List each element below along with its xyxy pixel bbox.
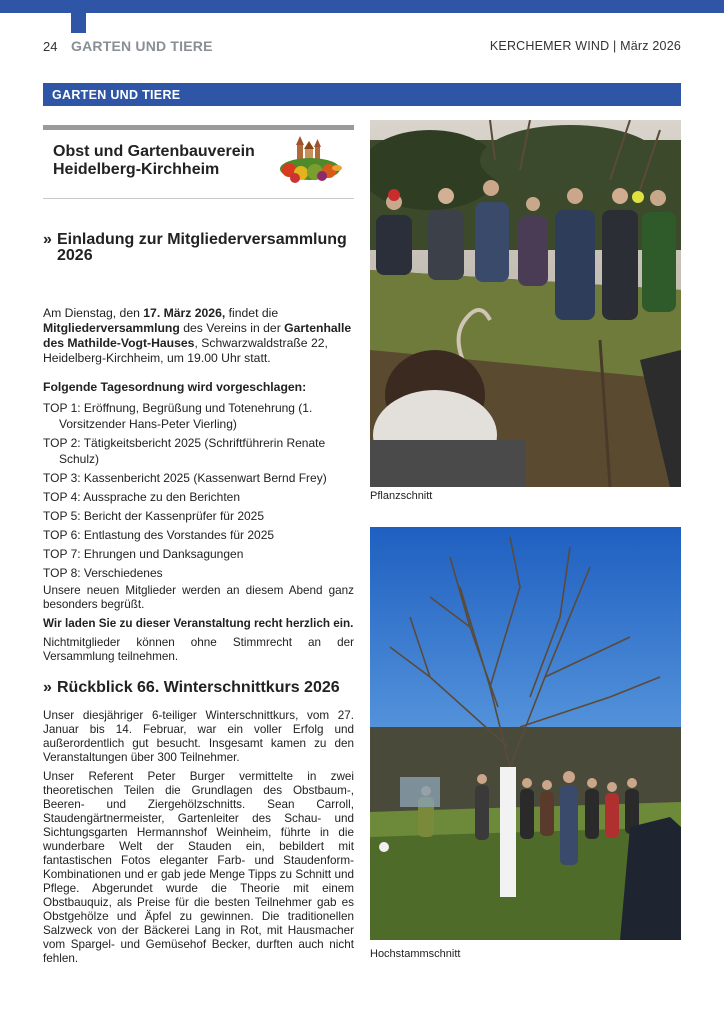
section-title: GARTEN UND TIERE [71,38,213,54]
nonmembers-text: Nichtmitglieder können ohne Stimmrecht an der Versammlung teilnehmen. [43,636,354,663]
invitation-intro [43,306,354,366]
invitation-heading-line1: Einladung zur Mitgliederversammlung [57,231,347,248]
agenda-item: TOP 8: Verschiedenes [43,566,163,580]
invite-text: Wir laden Sie zu dieser Veranstaltung recht herzlich ein. [43,617,354,630]
welcome-text: Unsere neuen Mitglieder werden an diesem Abend ganz besonders begrüßt. [43,584,354,611]
photo-caption: Hochstammschnitt [370,948,461,960]
photo-pflanzschnitt [370,120,681,487]
header-bar [0,0,724,13]
agenda-heading: Folgende Tagesordnung wird vorgeschlagen: [43,380,307,394]
magazine-title: KERCHEMER WIND | März 2026 [489,39,681,53]
heading-bullet: » [43,679,52,696]
agenda-list [43,400,354,581]
photo-caption: Pflanzschnitt [370,490,433,502]
intro-text-2: findet die [225,306,279,320]
photo-hochstammschnitt-image [370,527,681,940]
club-name-line2: Heidelberg-Kirchheim [53,161,220,178]
header-tab-marker [71,0,86,33]
club-header [43,125,354,199]
photo-hochstammschnitt [370,527,681,940]
club-name [53,143,255,179]
agenda-item: TOP 6: Entlastung des Vorstandes für 2025 [43,528,275,542]
article-column [43,125,354,966]
meeting-type: Mitgliederversammlung [43,321,180,335]
review-heading [43,680,354,696]
review-heading-text: Rückblick 66. Winterschnittkurs 2026 [57,679,340,696]
review-paragraph-1: Unser diesjähriger 6-teiliger Winterschnittkurs, vom 27. Januar bis 14. Februar, war ein voller Erfolg und außerordentlich gut besucht. Insgesamt kamen zu den Veranstaltungen über 300 Teilnehmer. [43,709,354,764]
heading-bullet: » [43,231,52,248]
review-paragraph-2: Unser Referent Peter Burger vermittelte in zwei theoretischen Teilen die Grundlagen des Obstbaum-, Beeren- und Ziergehölzschnitts. Sean Carroll, Staudengärtnermeister, Gartenleiter des Schau- und Sichtungsgarten Hermannshof Weinheim, führte in die wunderbare Welt der Stauden ein, bebildert mit fantastischen Fotos eleganter Farb- und Staudenform- Kombinationen und er gab jede Menge Tipps zu Schnitt und Pflege. Abgerundet wurde die Theorie mit einem Obstbauquiz, als Preise für die besten Teilnehmer gab es Obstgehölze und Äpfel zu gewinnen. Die traditionellen Salzweck von der Bäckerei Lang in Rot, mit Hausmacher vom Spargel- und Gemüsehof Becker, durften auch nicht fehlen. [43,770,354,965]
agenda-item: TOP 3: Kassenbericht 2025 (Kassenwart Bernd Frey) [43,471,327,485]
agenda-item: TOP 7: Ehrungen und Danksagungen [43,547,244,561]
photo-pflanzschnitt-image [370,120,681,487]
intro-text-4: , Schwarzwaldstraße 22, Heidelberg-Kirchheim, um 19.00 Uhr statt. [43,336,328,365]
meeting-venue: Gartenhalle des Mathilde-Vogt-Hauses [43,321,352,350]
agenda-item: TOP 2: Tätigkeitsbericht 2025 (Schriftführerin Renate Schulz) [43,436,326,466]
intro-text-3: des Vereins in der [179,321,285,335]
club-logo-icon [277,136,343,186]
page-number: 24 [43,39,58,54]
section-banner: GARTEN UND TIERE [43,83,681,106]
meeting-date: 17. März 2026, [143,306,226,320]
invitation-heading-line2: 2026 [57,247,93,264]
invitation-heading [43,232,354,264]
club-name-line1: Obst und Gartenbauverein [53,143,255,160]
agenda-item: TOP 5: Bericht der Kassenprüfer für 2025 [43,509,265,523]
agenda-item: TOP 1: Eröffnung, Begrüßung und Totenehrung (1. Vorsitzender Hans-Peter Vierling) [43,401,313,431]
intro-text-1: Am Dienstag, den [43,306,144,320]
agenda-item: TOP 4: Aussprache zu den Berichten [43,490,241,504]
